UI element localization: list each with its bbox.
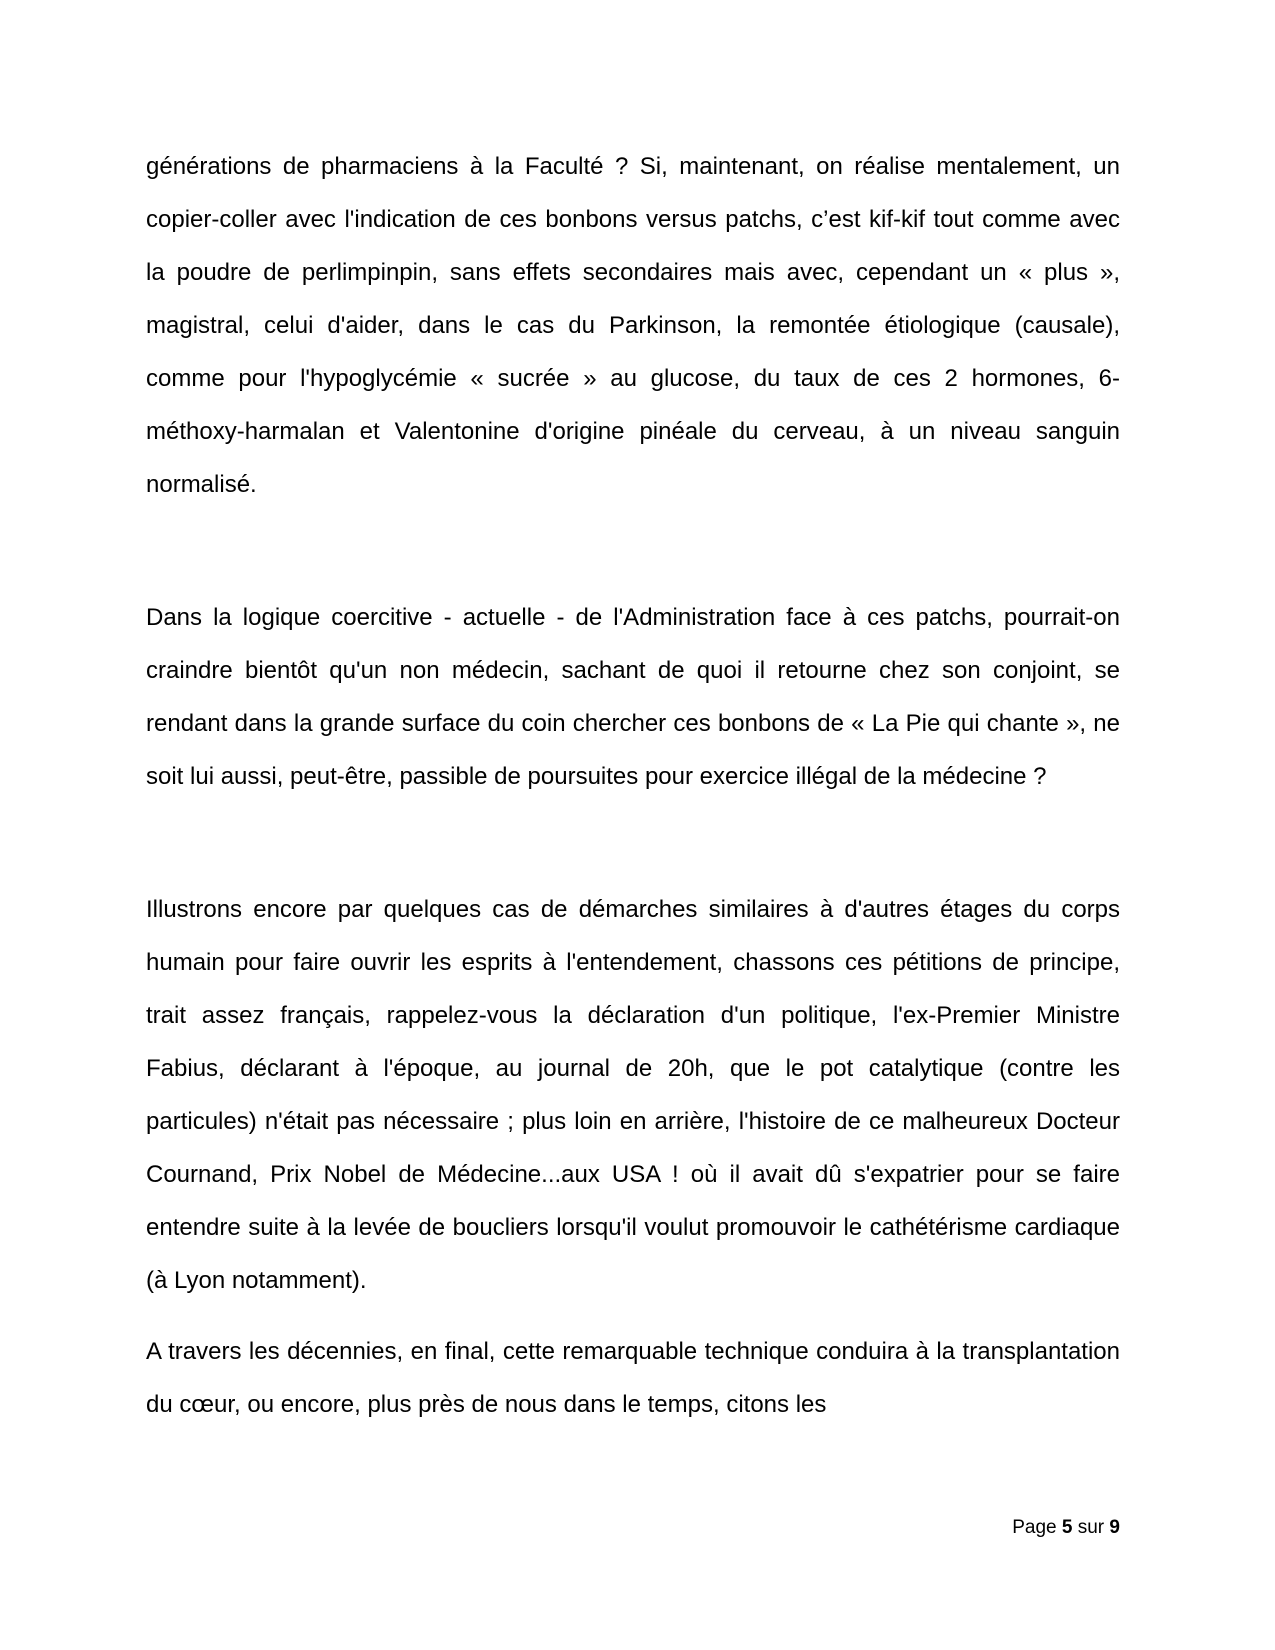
paragraph-spacer bbox=[146, 1307, 1120, 1325]
total-pages-number: 9 bbox=[1109, 1517, 1120, 1538]
page-number-footer bbox=[1012, 1516, 1120, 1540]
paragraph-spacer bbox=[146, 803, 1120, 883]
page-label: Page bbox=[1012, 1517, 1057, 1538]
paragraph-spacer bbox=[146, 511, 1120, 591]
page-separator: sur bbox=[1077, 1517, 1105, 1538]
document-body bbox=[146, 140, 1120, 1431]
paragraph-1: générations de pharmaciens à la Faculté ? Si, maintenant, on réalise mentalement, un copier-coller avec l'indication de ces bonbons versus patchs, c’est kif-kif tout comme avec la poudre de perlimpinpin, sans effets secondaires mais avec, cependant un « plus », magistral, celui d'aider, dans le cas du Parkinson, la remontée étiologique (causale), comme pour l'hypoglycémie « sucrée » au glucose, du taux de ces 2 hormones, 6-méthoxy-harmalan et Valentonine d'origine pinéale du cerveau, à un niveau sanguin normalisé. bbox=[146, 153, 1120, 498]
current-page-number: 5 bbox=[1061, 1517, 1073, 1538]
paragraph-2: Dans la logique coercitive - actuelle - de l'Administration face à ces patchs, pourrait-on craindre bientôt qu'un non médecin, sachant de quoi il retourne chez son conjoint, se rendant dans la grande surface du coin chercher ces bonbons de « La Pie qui chante », ne soit lui aussi, peut-être, passible de poursuites pour exercice illégal de la médecine ? bbox=[146, 604, 1120, 790]
paragraph-3: Illustrons encore par quelques cas de démarches similaires à d'autres étages du corps humain pour faire ouvrir les esprits à l'entendement, chassons ces pétitions de principe, trait assez français, rappelez-vous la déclaration d'un politique, l'ex-Premier Ministre Fabius, déclarant à l'époque, au journal de 20h, que le pot catalytique (contre les particules) n'était pas nécessaire ; plus loin en arrière, l'histoire de ce malheureux Docteur Cournand, Prix Nobel de Médecine...aux USA ! où il avait dû s'expatrier pour se faire entendre suite à la levée de boucliers lorsqu'il voulut promouvoir le cathétérisme cardiaque (à Lyon notamment). bbox=[146, 896, 1120, 1294]
paragraph-4: A travers les décennies, en final, cette remarquable technique conduira à la transplantation du cœur, ou encore, plus près de nous dans le temps, citons les bbox=[146, 1338, 1120, 1418]
